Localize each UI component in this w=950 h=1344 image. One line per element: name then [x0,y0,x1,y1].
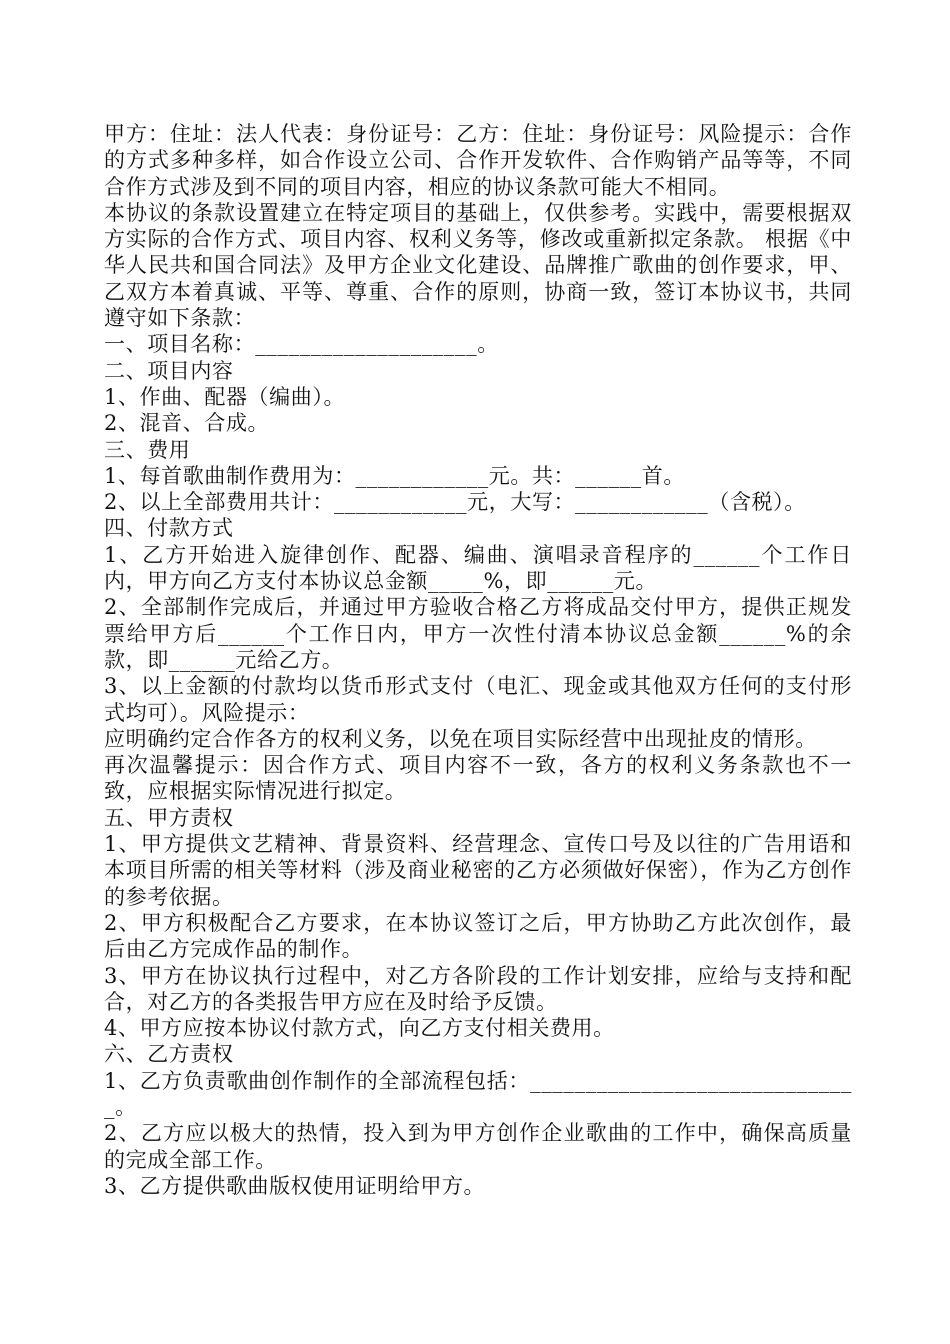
section-5-item-1: 1、甲方提供文艺精神、背景资料、经营理念、宣传口号及以往的广告用语和本项目所需的相关等材料（涉及商业秘密的乙方必须做好保密），作为乙方创作的参考依据。 [104,832,852,909]
section-5-item-4: 4、甲方应按本协议付款方式，向乙方支付相关费用。 [104,1016,615,1041]
section-4-item-3: 3、以上金额的付款均以货币形式支付（电汇、现金或其他双方任何的支付形式均可）。风险提示： [104,674,852,725]
section-1-project-name: 一、项目名称：____________________。 [104,332,499,357]
reminder-note: 再次温馨提示：因合作方式、项目内容不一致，各方的权利义务条款也不一致，应根据实际情况进行拟定。 [104,753,852,804]
section-3-item-2: 2、以上全部费用共计：____________元，大写：____________（含税）。 [104,490,806,515]
section-2-item-2: 2、混音、合成。 [104,411,270,436]
section-6-item-1: 1、乙方负责歌曲创作制作的全部流程包括：______________________________。 [104,1068,852,1119]
section-6-item-3: 3、乙方提供歌曲版权使用证明给甲方。 [104,1173,486,1198]
paragraph-preamble: 本协议的条款设置建立在特定项目的基础上，仅供参考。实践中，需要根据双方实际的合作方式、项目内容、权利义务等，修改或重新拟定条款。 根据《中华人民共和国合同法》及甲方企业文化建设、品牌推广歌曲的创作要求，甲、乙双方本着真诚、平等、尊重、合作的原则，协商一致，签订本协议书，共同遵守如下条款： [104,200,852,331]
section-4-item-2: 2、全部制作完成后，并通过甲方验收合格乙方将成品交付甲方，提供正规发票给甲方后______个工作日内，甲方一次性付清本协议总金额______%的余款，即______元给乙方。 [104,595,852,672]
section-6-heading: 六、乙方责权 [104,1042,234,1067]
document-body [104,121,852,1199]
section-5-heading: 五、甲方责权 [104,805,234,830]
section-5-item-2: 2、甲方积极配合乙方要求，在本协议签订之后，甲方协助乙方此次创作，最后由乙方完成作品的制作。 [104,910,852,962]
section-4-heading: 四、付款方式 [104,516,234,541]
section-2-heading: 二、项目内容 [104,358,234,383]
risk-note: 应明确约定合作各方的权利义务，以免在项目实际经营中出现扯皮的情形。 [104,726,817,751]
section-5-item-3: 3、甲方在协议执行过程中，对乙方各阶段的工作计划安排，应给与支持和配合，对乙方的各类报告甲方应在及时给予反馈。 [104,963,852,1014]
section-2-item-1: 1、作曲、配器（编曲）。 [104,384,346,409]
section-3-heading: 三、费用 [104,437,191,462]
section-3-item-1: 1、每首歌曲制作费用为：____________元。共：______首。 [104,463,685,488]
section-4-item-1: 1、乙方开始进入旋律创作、配器、编曲、演唱录音程序的______个工作日内，甲方向乙方支付本协议总金额_____%，即______元。 [104,542,852,594]
paragraph-parties-and-risk: 甲方：住址：法人代表：身份证号：乙方：住址：身份证号：风险提示：合作的方式多种多样，如合作设立公司、合作开发软件、合作购销产品等等，不同合作方式涉及到不同的项目内容，相应的协议条款可能大不相同。 [104,122,852,199]
section-6-item-2: 2、乙方应以极大的热情，投入到为甲方创作企业歌曲的工作中，确保高质量的完成全部工作。 [104,1121,852,1172]
